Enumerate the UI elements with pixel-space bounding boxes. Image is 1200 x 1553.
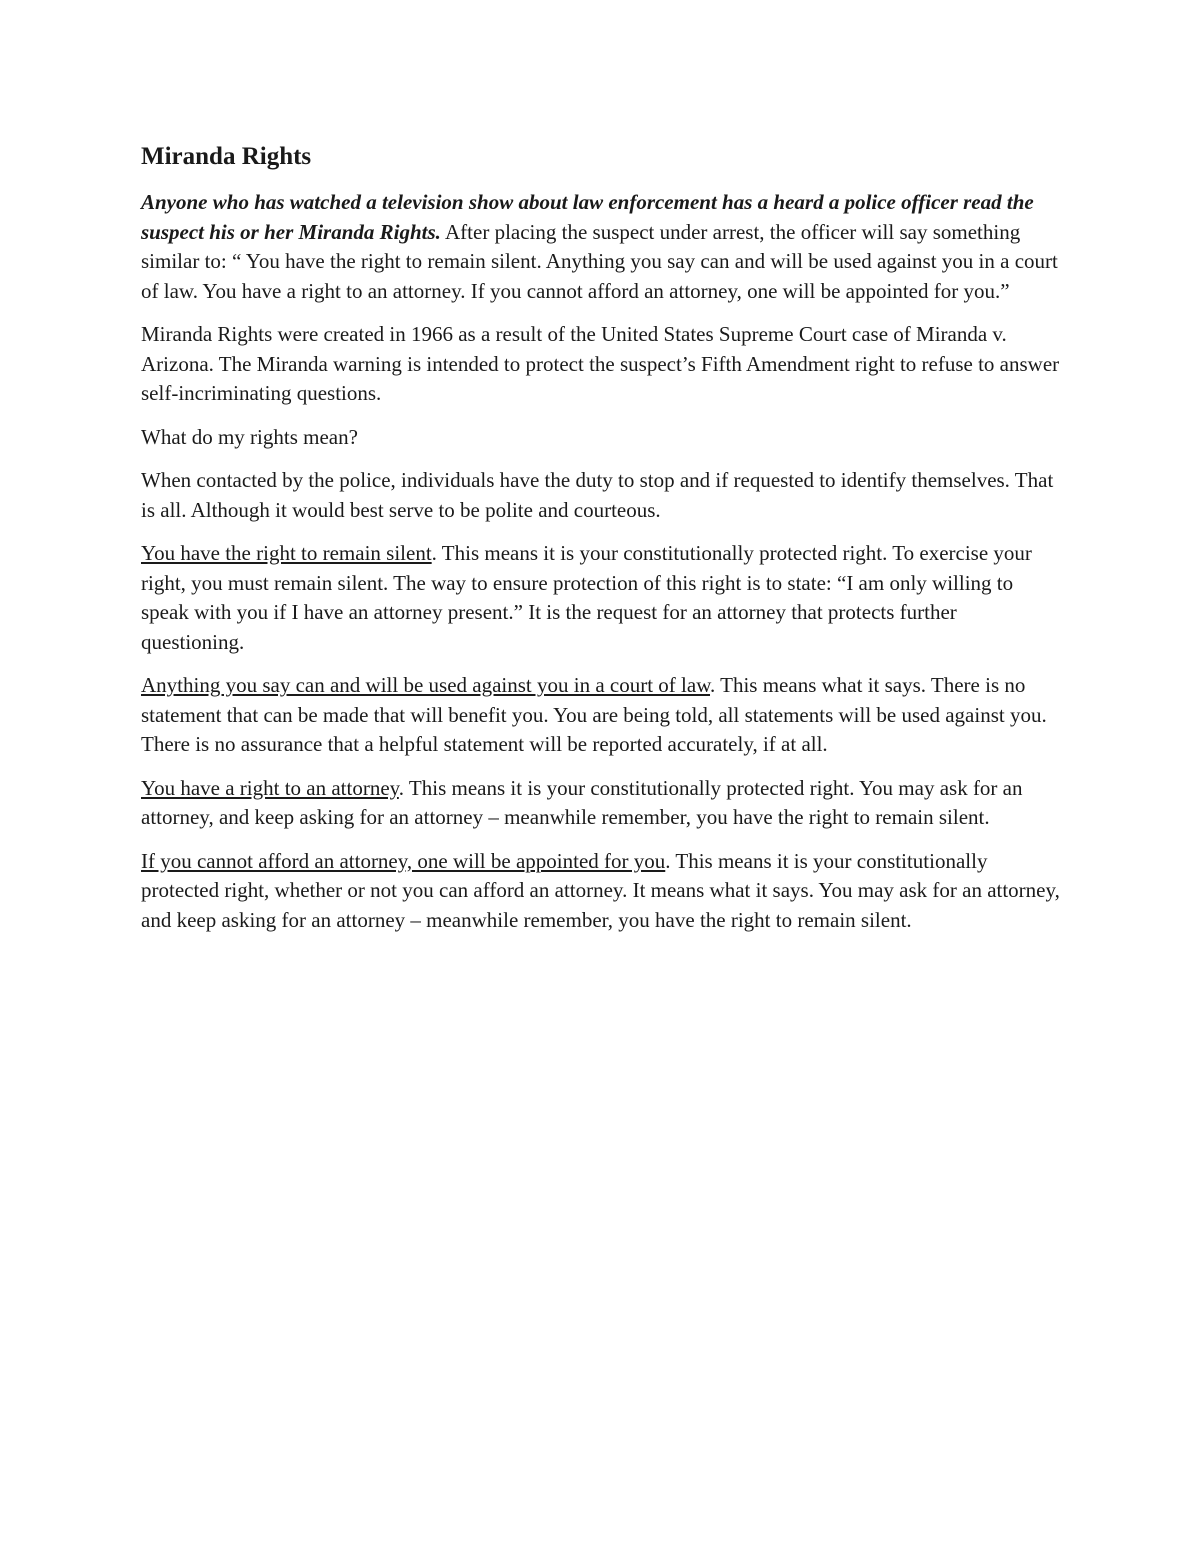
- intro-lead: Anyone who has watched a television show about law enforcement has a heard a police officer read the suspect his or her Miranda Rights.: [141, 190, 1034, 244]
- document-title: Miranda Rights: [141, 143, 312, 170]
- intro-rest: After placing the suspect under arrest, the officer will say something similar to: “ You have the right to remain silent. Anything you say can and will be used against you in a court of law. You have a right to an attorney. If you cannot afford an attorney, one will be appointed for you.”: [141, 219, 1058, 303]
- question-paragraph: What do my rights mean?: [141, 424, 358, 449]
- right-appointed-paragraph: [141, 847, 1061, 936]
- right-appointed-heading: If you cannot afford an attorney, one will be appointed for you: [141, 848, 666, 873]
- intro-paragraph: [141, 188, 1061, 306]
- right-silent-heading: You have the right to remain silent: [141, 541, 432, 565]
- right-silent-paragraph: [141, 539, 1061, 657]
- document-body: [141, 140, 1061, 949]
- right-used-against-heading: Anything you say can and will be used against you in a court of law: [141, 673, 711, 697]
- right-attorney-paragraph: [141, 774, 1061, 833]
- history-paragraph: Miranda Rights were created in 1966 as a result of the United States Supreme Court case of Miranda v. Arizona. The Miranda warning is intended to protect the suspect’s Fifth Amendment right to refuse to answer self-incriminating questions.: [141, 322, 1060, 405]
- right-attorney-text: . This means it is your constitutionally protected right. You may ask for an attorney, and keep asking for an attorney – meanwhile remember, you have the right to remain silent.: [141, 775, 1023, 829]
- right-used-against-paragraph: [141, 671, 1061, 760]
- contact-paragraph: When contacted by the police, individuals have the duty to stop and if requested to identify themselves. That is all. Although it would best serve to be polite and courteous.: [141, 468, 1054, 522]
- right-silent-text: . This means it is your constitutionally protected right. To exercise your right, you must remain silent. The way to ensure protection of this right is to state: “I am only willing to speak with you if I have an attorney present.” It is the request for an attorney that protects further questioning.: [141, 541, 1032, 654]
- right-used-against-text: . This means what it says. There is no statement that can be made that will benefit you. You are being told, all statements will be used against you. There is no assurance that a helpful statement will be reported accurately, if at all.: [141, 673, 1047, 756]
- right-appointed-text: . This means it is your constitutionally protected right, whether or not you can afford an attorney. It means what it says. You may ask for an attorney, and keep asking for an attorney – meanwhile remember, you have the right to remain silent.: [141, 848, 1060, 932]
- right-attorney-heading: You have a right to an attorney: [141, 775, 399, 800]
